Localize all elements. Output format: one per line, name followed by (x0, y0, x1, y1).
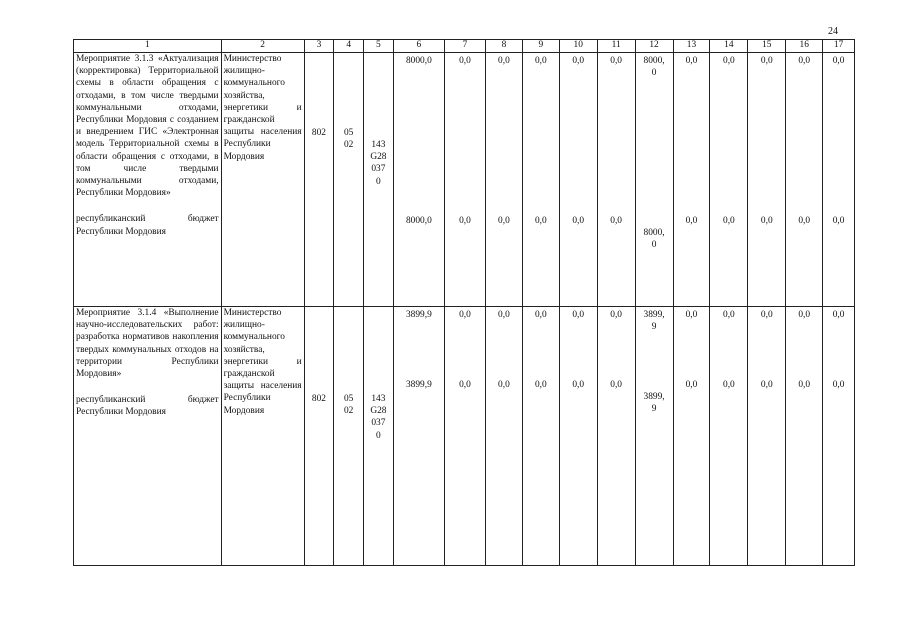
col-header: 1 (74, 40, 222, 53)
col-header: 9 (522, 40, 559, 53)
amount-cell (673, 307, 710, 566)
amount-value: 0,0 (798, 216, 811, 226)
amount-value: 3899,9 (405, 310, 432, 320)
col-header: 11 (597, 40, 635, 53)
amount-value: 0,0 (832, 380, 845, 390)
grbs-cell (304, 307, 334, 566)
amount-value: 0,0 (760, 380, 773, 390)
measure-cell (74, 307, 222, 566)
amount-cell (522, 307, 559, 566)
amount-value: 0,0 (685, 56, 698, 66)
amount-cell (597, 307, 635, 566)
col-header: 13 (673, 40, 710, 53)
amount-value: 0,0 (610, 216, 622, 226)
budget-label: республиканский бюджет Республики Мордовия (76, 395, 219, 418)
table-row (74, 307, 855, 566)
amount-value: 8000, 0 (643, 228, 665, 251)
amount-value: 0,0 (798, 56, 811, 66)
col-header: 5 (364, 40, 394, 53)
amount-cell (748, 53, 786, 307)
amount-value: 0,0 (534, 56, 547, 66)
amount-cell (485, 307, 522, 566)
executor-cell (221, 307, 304, 566)
executor-text: Министерство жилищно-коммунального хозяйства, энергетики и гражданской защиты населения Республики Мордовия (223, 308, 302, 416)
amount-value: 0,0 (534, 216, 547, 226)
amount-cell (393, 53, 444, 307)
page-number: 24 (828, 26, 838, 37)
amount-cell (710, 307, 748, 566)
amount-value: 3899, 9 (643, 392, 665, 415)
amount-value: 0,0 (610, 380, 622, 390)
col-header: 14 (710, 40, 748, 53)
col-header: 2 (221, 40, 304, 53)
amount-cell (444, 307, 485, 566)
amount-value: 0,0 (832, 310, 845, 320)
amount-cell (559, 53, 597, 307)
col-header: 3 (304, 40, 334, 53)
csr-code: 143 G28 037 0 (370, 394, 387, 441)
executor-cell (221, 53, 304, 307)
amount-value: 0,0 (723, 216, 735, 226)
grbs-cell (304, 53, 334, 307)
amount-value: 8000, 0 (643, 56, 665, 79)
amount-value: 0,0 (572, 310, 585, 320)
amount-value: 0,0 (534, 310, 547, 320)
amount-value: 0,0 (459, 56, 471, 66)
amount-value: 0,0 (760, 216, 773, 226)
rzpr-code: 05 02 (343, 128, 354, 151)
amount-cell (393, 307, 444, 566)
col-header: 15 (748, 40, 786, 53)
budget-label: республиканский бюджет Республики Мордовия (76, 214, 219, 237)
amount-value: 0,0 (760, 56, 773, 66)
amount-cell (559, 307, 597, 566)
table-row (74, 53, 855, 307)
measure-cell (74, 53, 222, 307)
amount-cell (748, 307, 786, 566)
amount-cell (635, 307, 673, 566)
col-header: 12 (635, 40, 673, 53)
amount-value: 0,0 (760, 310, 773, 320)
amount-value: 0,0 (534, 380, 547, 390)
amount-value: 0,0 (498, 310, 510, 320)
csr-code: 143 G28 037 0 (370, 140, 387, 187)
amount-value: 0,0 (459, 380, 471, 390)
amount-value: 0,0 (498, 56, 510, 66)
executor-text: Министерство жилищно-коммунального хозяйства, энергетики и гражданской защиты населения Республики Мордовия (223, 54, 302, 162)
amount-cell (597, 53, 635, 307)
amount-cell (522, 53, 559, 307)
amount-cell (786, 53, 823, 307)
amount-cell (635, 53, 673, 307)
col-header: 8 (485, 40, 522, 53)
amount-value: 0,0 (798, 310, 811, 320)
col-header: 16 (786, 40, 823, 53)
measure-description: Мероприятие 3.1.4 «Выполнение научно-исследовательских работ: разработка нормативов накопления твердых коммунальных отходов на территории Республики Мордовия» (76, 308, 219, 380)
measure-description: Мероприятие 3.1.3 «Актуализация (корректировка) Территориальной схемы в области обращения с отходами, в том числе твердыми коммунальными отходами, Республики Мордовия с созданием и внедрением ГИС «Электронная модель Территориальной схемы в области обращения с отходами, в том числе твердыми коммунальными отходами, Республики Мордовия» (76, 54, 219, 199)
amount-value: 0,0 (685, 216, 698, 226)
amount-value: 0,0 (610, 56, 622, 66)
amount-cell (444, 53, 485, 307)
program-table (73, 39, 855, 566)
amount-value: 0,0 (832, 216, 845, 226)
col-header: 10 (559, 40, 597, 53)
amount-value: 0,0 (498, 216, 510, 226)
amount-value: 0,0 (832, 56, 845, 66)
amount-value: 0,0 (572, 216, 585, 226)
amount-value: 0,0 (572, 380, 585, 390)
amount-cell (710, 53, 748, 307)
col-header: 17 (823, 40, 855, 53)
header-row (74, 40, 855, 53)
amount-cell (823, 53, 855, 307)
amount-value: 8000,0 (405, 216, 432, 226)
amount-value: 0,0 (610, 310, 622, 320)
csr-cell (364, 53, 394, 307)
rzpr-code: 05 02 (343, 394, 354, 417)
grbs-code: 802 (311, 128, 326, 138)
amount-value: 0,0 (685, 310, 698, 320)
amount-value: 3899, 9 (643, 310, 665, 333)
amount-value: 0,0 (685, 380, 698, 390)
amount-cell (485, 53, 522, 307)
col-header: 4 (334, 40, 364, 53)
amount-value: 0,0 (723, 380, 735, 390)
amount-value: 0,0 (498, 380, 510, 390)
amount-value: 0,0 (723, 310, 735, 320)
amount-cell (673, 53, 710, 307)
amount-cell (786, 307, 823, 566)
csr-cell (364, 307, 394, 566)
col-header: 6 (393, 40, 444, 53)
grbs-code: 802 (311, 394, 326, 404)
amount-value: 0,0 (798, 380, 811, 390)
col-header: 7 (444, 40, 485, 53)
rzpr-cell (334, 307, 364, 566)
amount-cell (823, 307, 855, 566)
rzpr-cell (334, 53, 364, 307)
amount-value: 8000,0 (405, 56, 432, 66)
amount-value: 3899,9 (405, 380, 432, 390)
amount-value: 0,0 (723, 56, 735, 66)
amount-value: 0,0 (459, 310, 471, 320)
amount-value: 0,0 (459, 216, 471, 226)
amount-value: 0,0 (572, 56, 585, 66)
